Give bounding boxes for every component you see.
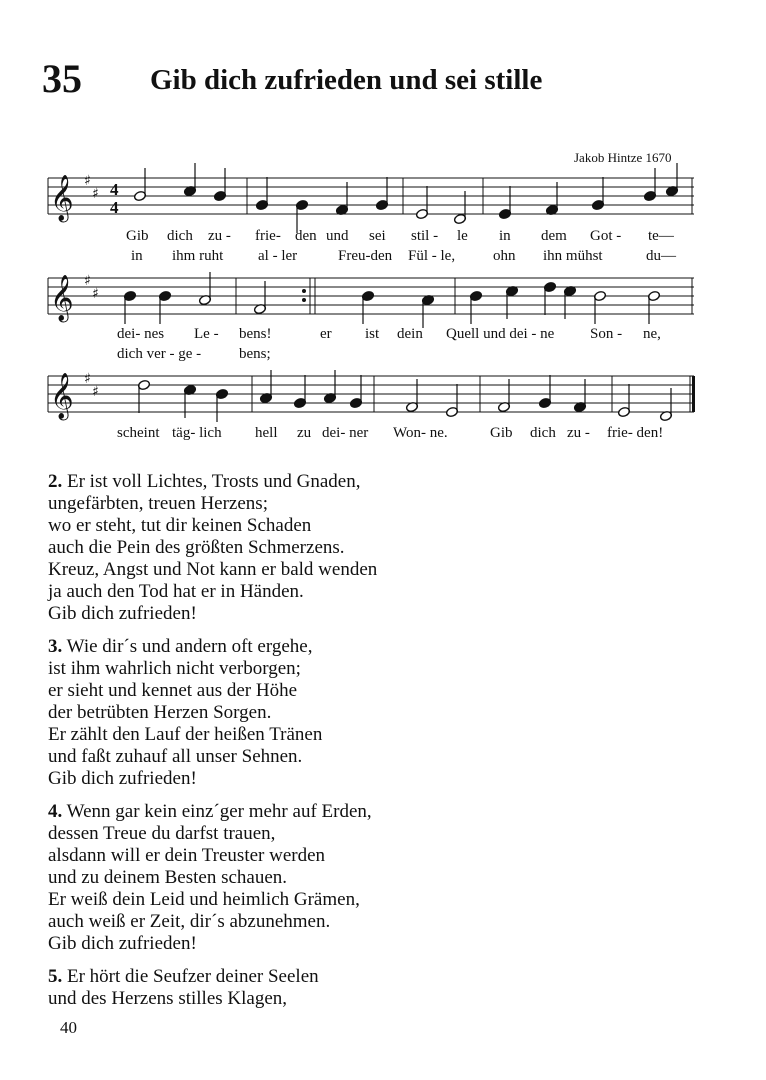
stanza-line: Kreuz, Angst und Not kann er bald wenden <box>48 559 378 580</box>
stanza-line: wo er steht, tut dir keinen Schaden <box>48 515 312 536</box>
stanza-line: Wenn gar kein einz´ger mehr auf Erden, <box>66 801 372 822</box>
sharp-icon: ♯ <box>92 286 99 302</box>
hymn-number: 35 <box>42 56 82 101</box>
lyric-syllable: te— <box>648 228 674 244</box>
treble-clef-icon: 𝄞 <box>50 175 74 221</box>
stanza-line: alsdann will er dein Treuster werden <box>48 845 326 866</box>
lyric-syllable: täg- lich <box>172 425 222 441</box>
lyric-syllable: ihm ruht <box>172 248 224 264</box>
treble-clef-icon: 𝄞 <box>50 275 74 321</box>
lyric-syllable: sei <box>369 228 386 244</box>
lyric-syllable: Gib <box>126 228 149 244</box>
stanza-line: Gib dich zufrieden! <box>48 933 197 954</box>
time-signature-bottom: 4 <box>110 198 119 217</box>
lyric-syllable: dem <box>541 228 567 244</box>
hymn-title: Gib dich zufrieden und sei stille <box>150 64 543 96</box>
stanza-line: Er hört die Seufzer deiner Seelen <box>67 966 319 987</box>
time-signature-top: 4 <box>110 180 119 199</box>
sharp-icon: ♯ <box>92 384 99 400</box>
lyric-syllable: frie- den! <box>607 425 664 441</box>
lyric-syllable: zu - <box>567 425 590 441</box>
lyric-syllable: dich ver - ge - <box>117 346 202 362</box>
lyric-syllable: scheint <box>117 425 160 441</box>
stanza-line: er sieht und kennet aus der Höhe <box>48 680 298 701</box>
lyric-syllable: dein <box>397 326 423 342</box>
lyric-syllable: du— <box>646 248 676 264</box>
stanza-number: 5. <box>48 966 63 987</box>
lyric-syllable: ne, <box>643 326 661 342</box>
stanza-line: ungefärbten, treuen Herzens; <box>48 493 268 514</box>
lyric-syllable: Fül - le, <box>408 248 456 264</box>
lyric-syllable: er <box>320 326 332 342</box>
lyric-syllable: in <box>499 228 511 244</box>
sharp-icon: ♯ <box>84 173 91 189</box>
lyric-syllable: Won- ne. <box>393 425 448 441</box>
lyric-syllable: Gib <box>490 425 513 441</box>
lyric-syllable: al - ler <box>258 248 298 264</box>
stanza-line: ja auch den Tod hat er in Händen. <box>48 581 304 602</box>
lyric-syllable: frie- <box>255 228 281 244</box>
lyric-syllable: le <box>457 228 468 244</box>
lyric-syllable: in <box>131 248 143 264</box>
lyric-syllable: bens! <box>239 326 272 342</box>
stanza-line: Er weiß dein Leid und heimlich Grämen, <box>48 889 360 910</box>
stanza-5 <box>48 966 319 1010</box>
stanza-line: Wie dir´s und andern oft ergehe, <box>66 636 313 657</box>
lyric-syllable: dich <box>530 425 556 441</box>
stanza-2 <box>48 471 377 625</box>
final-barline <box>692 376 695 412</box>
lyric-syllable: dich <box>167 228 193 244</box>
lyric-syllable: Got - <box>590 228 622 244</box>
treble-clef-icon: 𝄞 <box>50 373 74 419</box>
stanza-line: und des Herzens stilles Klagen, <box>48 988 288 1009</box>
stanza-line: ist ihm wahrlich nicht verborgen; <box>48 658 301 679</box>
stanza-line: auch die Pein des größten Schmerzens. <box>48 537 345 558</box>
stanza-line: Gib dich zufrieden! <box>48 768 197 789</box>
lyric-syllable: bens; <box>239 346 271 362</box>
sharp-icon: ♯ <box>84 273 91 289</box>
stanza-line: der betrübten Herzen Sorgen. <box>48 702 272 723</box>
stanza-line: Gib dich zufrieden! <box>48 603 197 624</box>
stanza-3 <box>48 636 322 790</box>
stanza-line: auch weiß er Zeit, dir´s abzunehmen. <box>48 911 331 932</box>
lyric-syllable: Le - <box>194 326 219 342</box>
lyric-syllable: Son - <box>590 326 623 342</box>
composer-credit: Jakob Hintze 1670 <box>574 150 672 165</box>
stanza-line: und zu deinem Besten schauen. <box>48 867 288 888</box>
lyric-syllable: zu <box>297 425 312 441</box>
lyric-syllable: Quell und dei - ne <box>446 326 555 342</box>
lyric-syllable: stil - <box>411 228 439 244</box>
stanza-4 <box>48 801 372 955</box>
repeat-dot <box>302 298 306 302</box>
lyric-syllable: zu - <box>208 228 231 244</box>
lyric-syllable: und <box>326 228 349 244</box>
stanza-line: und faßt zuhauf all unser Sehnen. <box>48 746 303 767</box>
sharp-icon: ♯ <box>92 186 99 202</box>
lyric-syllable: dei- nes <box>117 326 165 342</box>
lyric-syllable: hell <box>255 425 278 441</box>
stanza-line: dessen Treue du darfst trauen, <box>48 823 276 844</box>
lyric-syllable: Freu-den <box>338 248 393 264</box>
stanza-line: Er ist voll Lichtes, Trosts und Gnaden, <box>67 471 361 492</box>
stanza-number: 4. <box>48 801 63 822</box>
lyric-syllable: ist <box>365 326 380 342</box>
lyric-syllable: dei- ner <box>322 425 369 441</box>
lyric-syllable: ohn <box>493 248 516 264</box>
sharp-icon: ♯ <box>84 371 91 387</box>
lyric-syllable: den <box>295 228 317 244</box>
page-number: 40 <box>60 1018 77 1037</box>
repeat-dot <box>302 289 306 293</box>
stanza-number: 2. <box>48 471 63 492</box>
lyric-syllable: ihn mühst <box>543 248 603 264</box>
stanza-line: Er zählt den Lauf der heißen Tränen <box>48 724 323 745</box>
stanza-number: 3. <box>48 636 63 657</box>
